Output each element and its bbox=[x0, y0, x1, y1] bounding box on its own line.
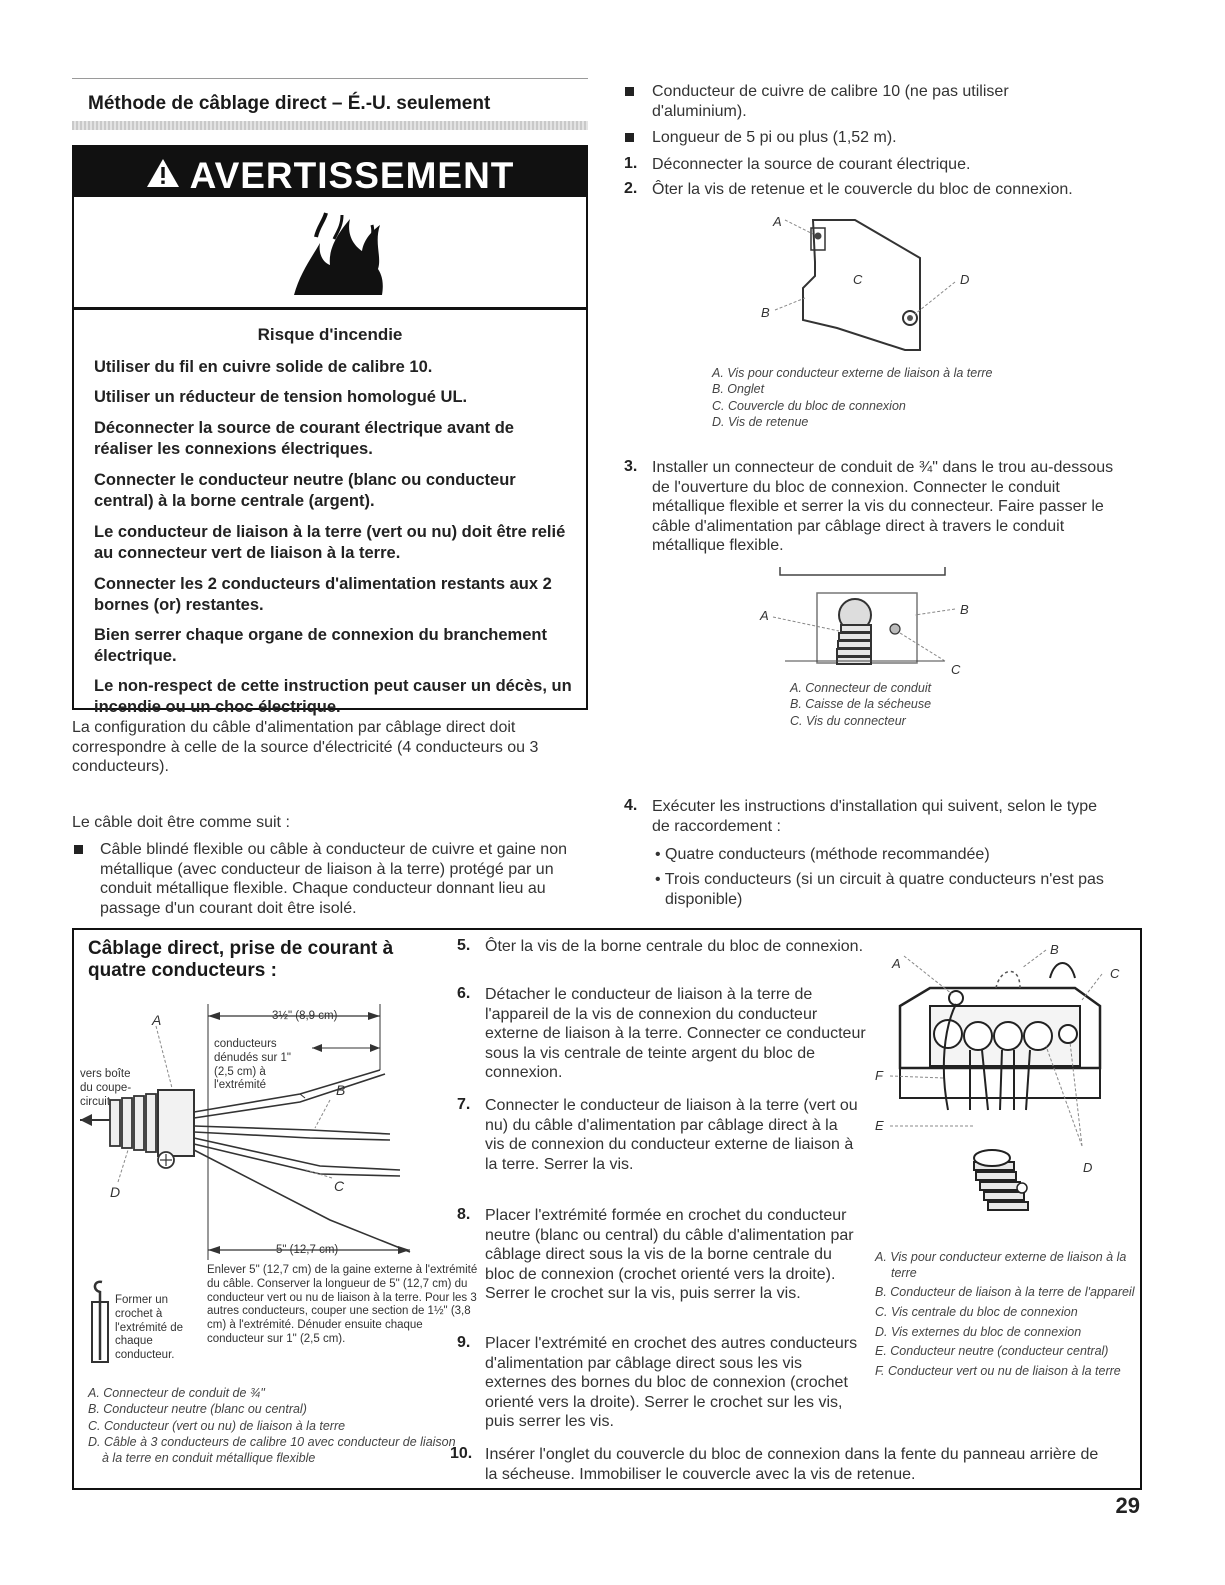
warning-line-4: Connecter le conducteur neutre (blanc ou conducteur central) à la borne centrale (argent). bbox=[94, 471, 516, 511]
step-10-text: Insérer l'onglet du couvercle du bloc de connexion dans la fente du panneau arrière de la sécheuse. Immobiliser le couvercle avec la vis de retenue. bbox=[485, 1446, 1099, 1483]
header-rule-top bbox=[72, 78, 588, 79]
warning-box bbox=[72, 145, 588, 717]
fig3-label-d: D bbox=[110, 1184, 121, 1200]
fig4-caption: A. Vis pour conducteur externe de liaison à la terre B. Conducteur de liaison à la terre de l'appareil C. Vis centrale du bloc de connexion D. Vis externes du bloc de connexion E. Conducteur neutre (conducteur central) F. Conducteur vert ou nu de liaison à la terre bbox=[875, 1250, 1135, 1378]
warning-separator bbox=[74, 307, 586, 310]
fig4-label-a: A bbox=[892, 956, 901, 971]
warning-line-3: Déconnecter la source de courant électrique avant de réaliser les connexions électriques. bbox=[94, 419, 514, 459]
page-number: 29 bbox=[1115, 1493, 1140, 1518]
step-9-number: 9. bbox=[457, 1334, 471, 1351]
step-2-text: Ôter la vis de retenue et le couvercle du bloc de connexion. bbox=[652, 181, 1073, 198]
cable-requirement-1: Câble blindé flexible ou câble à conducteur de cuivre et gaine non métallique (avec conducteur de liaison à la terre) protégé par un conduit métallique flexible. Chaque conducteur donnant lieu au passage d'un courant doit être isolé. bbox=[100, 841, 567, 917]
terminal-cover-figure bbox=[755, 210, 995, 365]
bullet-square bbox=[625, 133, 634, 142]
step-9-text: Placer l'extrémité en crochet des autres conducteurs d'alimentation par câblage direct sous les vis externes des bornes du bloc de connexion (crochet orienté vers la droite). Serrer le crochet sur les vis, puis serrer les vis. bbox=[485, 1335, 858, 1431]
step-6-text: Détacher le conducteur de liaison à la terre de l'appareil de la vis de connexion du conducteur externe de liaison à la terre. Connecter ce conducteur sous la vis centrale de teinte argent du bloc de connexion. bbox=[485, 986, 866, 1082]
cable-requirement-2: Conducteur de cuivre de calibre 10 (ne pas utiliser d'aluminium). bbox=[652, 83, 1009, 120]
warning-line-6: Connecter les 2 conducteurs d'alimentation restants aux 2 bornes (or) restantes. bbox=[94, 575, 552, 615]
fig3-label-b: B bbox=[336, 1082, 346, 1098]
step-2-number: 2. bbox=[624, 180, 638, 197]
step-8-text: Placer l'extrémité formée en crochet du conducteur neutre (blanc ou central) du câble d'alimentation par câblage direct sous la vis de la borne centrale du bloc de connexion (crochet orienté vers la droite). Serrer le crochet sur la vis, puis serrer la vis. bbox=[485, 1207, 854, 1303]
fig3-label-c: C bbox=[334, 1178, 345, 1194]
cable-prep-figure bbox=[80, 990, 478, 1380]
step-7-text: Connecter le conducteur de liaison à la terre (vert ou nu) du câble d'alimentation par câblage direct à la vis de connexion du conducteur externe de liaison à la terre. Serrer la vis. bbox=[485, 1097, 858, 1173]
fig1-label-c: C bbox=[853, 272, 863, 287]
fig3-strip-instructions: Enlever 5" (12,7 cm) de la gaine externe à l'extrémité du câble. Conserver la longueur de 5" (12,7 cm) du conducteur vert ou nu de liaison à la terre. Pour les 3 autres conducteurs, couper une section de 1½" (3,8 cm) à l'extrémité. Dénuder ensuite chaque conducteur sur 1" (2,5 cm). bbox=[207, 1264, 478, 1345]
warning-title: AVERTISSEMENT bbox=[189, 155, 515, 197]
step-7-number: 7. bbox=[457, 1096, 471, 1113]
step-3-number: 3. bbox=[624, 458, 638, 475]
intro-paragraph: La configuration du câble d'alimentation par câblage direct doit correspondre à celle de la source d'électricité (4 conducteurs ou 3 conducteurs). bbox=[72, 719, 539, 776]
fig4-label-c: C bbox=[1110, 966, 1120, 981]
cable-requirement-3: Longueur de 5 pi ou plus (1,52 m). bbox=[652, 129, 897, 146]
fig3-dim-top: 3½" (8,9 cm) bbox=[272, 1010, 338, 1022]
warning-line-5: Le conducteur de liaison à la terre (vert ou nu) doit être relié au connecteur vert de liaison à la terre. bbox=[94, 523, 566, 563]
fig1-label-d: D bbox=[960, 272, 970, 287]
warning-line-1: Utiliser du fil en cuivre solide de calibre 10. bbox=[94, 358, 433, 376]
warning-line-8: Le non-respect de cette instruction peut causer un décès, un incendie ou un choc électrique. bbox=[94, 677, 572, 717]
step-8-number: 8. bbox=[457, 1206, 471, 1223]
fig2-label-b: B bbox=[960, 602, 969, 617]
step-5-text: Ôter la vis de la borne centrale du bloc de connexion. bbox=[485, 938, 864, 955]
step-3-text: Installer un connecteur de conduit de ¾" dans le trou au-dessous de l'ouverture du bloc de connexion. Connecter le conduit métallique flexible et serrer la vis du connecteur. Faire passer le câble d'alimentation par câblage direct à travers le conduit métallique flexible. bbox=[652, 459, 1114, 555]
fig2-label-c: C bbox=[951, 662, 961, 677]
warning-triangle-icon bbox=[146, 155, 180, 197]
fig1-label-b: B bbox=[761, 305, 770, 320]
fig3-caption: A. Connecteur de conduit de ¾" B. Conducteur neutre (blanc ou central) C. Conducteur (vert ou nu) de liaison à la terre D. Câble à 3 conducteurs de calibre 10 avec conducteur de liaison à la terre en conduit métallique flexible bbox=[88, 1386, 456, 1465]
step-5-number: 5. bbox=[457, 937, 471, 954]
fig3-label-a: A bbox=[152, 1012, 162, 1028]
header-rule-bottom bbox=[72, 121, 588, 130]
step-4-option-1: • Quatre conducteurs (méthode recommandée) bbox=[655, 846, 990, 863]
warning-line-7: Bien serrer chaque organe de connexion du branchement électrique. bbox=[94, 626, 547, 666]
four-wire-title: Câblage direct, prise de courant à quatre conducteurs : bbox=[88, 938, 394, 981]
fig3-stripped-note: conducteurs dénudés sur 1" (2,5 cm) à l'extrémité bbox=[214, 1038, 291, 1092]
fig3-dim-bottom: 5" (12,7 cm) bbox=[276, 1244, 339, 1256]
step-1-number: 1. bbox=[624, 155, 638, 172]
step-1-text: Déconnecter la source de courant électrique. bbox=[652, 156, 971, 173]
fig1-label-a: A bbox=[773, 214, 782, 229]
fig4-label-e: E bbox=[875, 1118, 884, 1133]
conduit-connector-figure bbox=[755, 565, 975, 675]
fig3-to-breaker: vers boîte du coupe-circuit bbox=[80, 1068, 132, 1108]
section-title: Méthode de câblage direct – É.-U. seulement bbox=[88, 93, 491, 114]
fig4-label-d: D bbox=[1083, 1160, 1093, 1175]
warning-title-bar bbox=[74, 147, 586, 197]
step-4-text: Exécuter les instructions d'installation qui suivent, selon le type de raccordement : bbox=[652, 798, 1098, 835]
fig2-label-a: A bbox=[760, 608, 769, 623]
fig1-caption: A. Vis pour conducteur externe de liaison à la terre B. Onglet C. Couvercle du bloc de connexion D. Vis de retenue bbox=[712, 366, 993, 429]
bullet-square bbox=[625, 87, 634, 96]
cable-requirement-intro: Le câble doit être comme suit : bbox=[72, 814, 290, 831]
fig3-hook-instructions: Former un crochet à l'extrémité de chaque conducteur. bbox=[115, 1294, 184, 1362]
step-6-number: 6. bbox=[457, 985, 471, 1002]
step-4-option-2: • Trois conducteurs (si un circuit à quatre conducteurs n'est pas disponible) bbox=[655, 871, 1104, 908]
step-10-number: 10. bbox=[450, 1445, 473, 1462]
fig4-label-b: B bbox=[1050, 942, 1059, 957]
fire-icon bbox=[286, 209, 386, 302]
bullet-square bbox=[74, 845, 83, 854]
terminal-block-figure bbox=[870, 938, 1135, 1243]
warning-risk-heading: Risque d'incendie bbox=[257, 325, 403, 344]
fig2-caption: A. Connecteur de conduit B. Caisse de la sécheuse C. Vis du connecteur bbox=[790, 681, 932, 728]
warning-line-2: Utiliser un réducteur de tension homologué UL. bbox=[94, 388, 468, 406]
fig4-label-f: F bbox=[875, 1068, 883, 1083]
step-4-number: 4. bbox=[624, 797, 638, 814]
